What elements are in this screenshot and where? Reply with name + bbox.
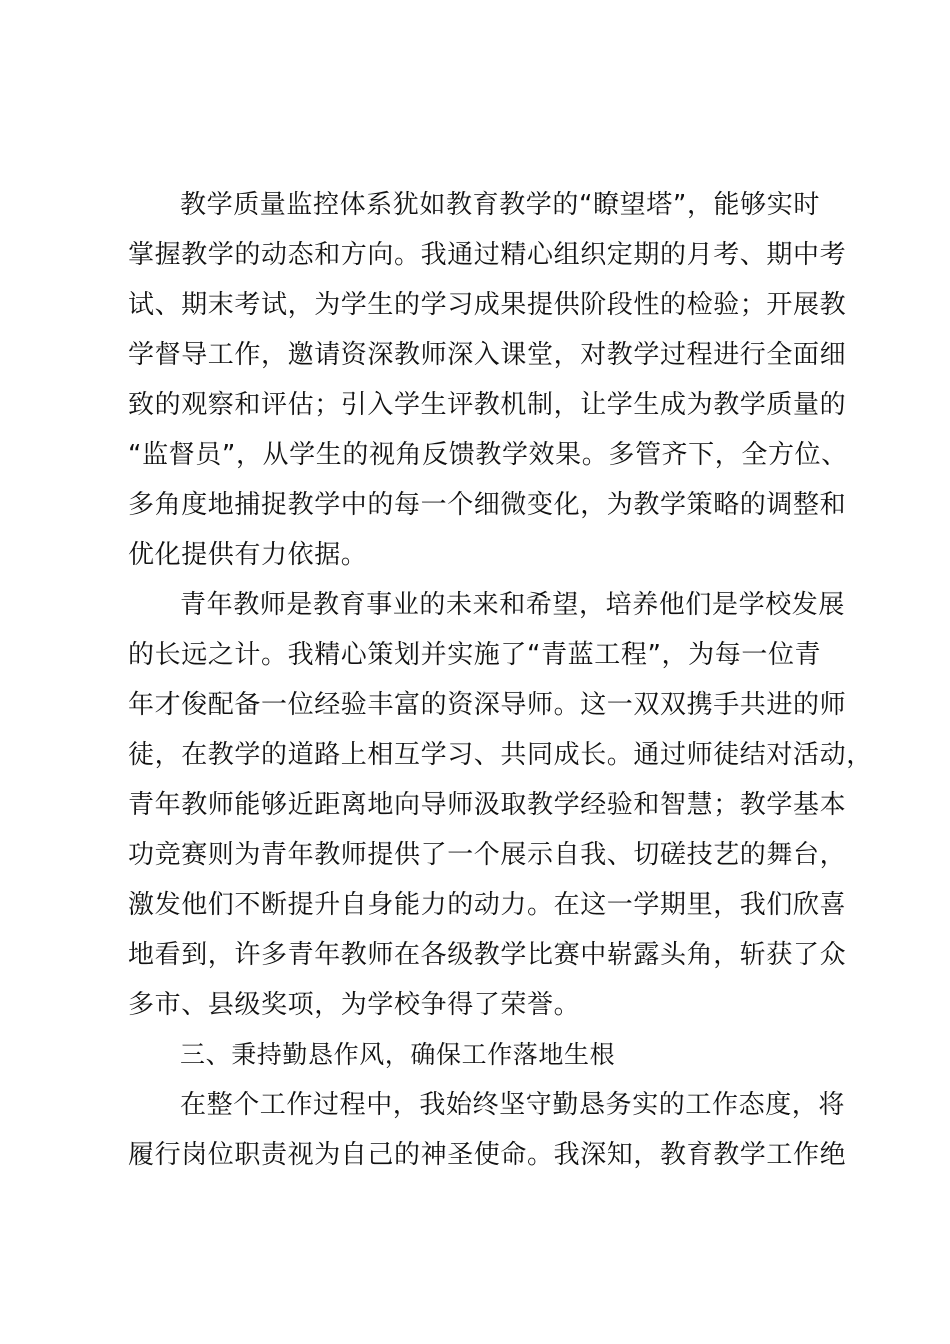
text-line: 学督导工作，邀请资深教师深入课堂，对教学过程进行全面细 [128,340,847,370]
text-line: 试、期末考试，为学生的学习成果提供阶段性的检验；开展教 [128,290,847,320]
text-line: 优化提供有力依据。 [128,540,368,570]
text-line: 掌握教学的动态和方向。我通过精心组织定期的月考、期中考 [128,240,847,270]
text-line: 激发他们不断提升自身能力的动力。在这一学期里，我们欣喜 [128,890,847,920]
text-line: 徒，在教学的道路上相互学习、共同成长。通过师徒结对活动， [128,740,873,770]
text-line: 履行岗位职责视为自己的神圣使命。我深知，教育教学工作绝 [128,1140,847,1170]
text-line: 年才俊配备一位经验丰富的资深导师。这一双双携手共进的师 [128,690,847,720]
document-body [128,180,873,1180]
text-line: 在整个工作过程中，我始终坚守勤恳务实的工作态度，将 [180,1090,846,1120]
text-line: 教学质量监控体系犹如教育教学的“瞭望塔”，能够实时 [180,190,820,220]
text-line: “监督员”，从学生的视角反馈教学效果。多管齐下，全方位、 [128,440,848,470]
text-line: 青年教师能够近距离地向导师汲取教学经验和智慧；教学基本 [128,790,847,820]
text-line: 的长远之计。我精心策划并实施了“青蓝工程”，为每一位青 [128,640,822,670]
section-heading-text: 三、秉持勤恳作风，确保工作落地生根 [180,1040,616,1069]
section-heading [128,1030,838,1080]
paragraph-work-attitude [128,1080,847,1180]
text-line: 青年教师是教育事业的未来和希望，培养他们是学校发展 [180,590,846,620]
paragraph-quality-monitoring [128,180,848,580]
paragraph-young-teachers [128,580,873,1030]
text-line: 致的观察和评估；引入学生评教机制，让学生成为教学质量的 [128,390,847,420]
text-line: 地看到，许多青年教师在各级教学比赛中崭露头角，斩获了众 [128,940,847,970]
text-line: 功竞赛则为青年教师提供了一个展示自我、切磋技艺的舞台， [128,840,847,870]
text-line: 多角度地捕捉教学中的每一个细微变化，为教学策略的调整和 [128,490,847,520]
text-line: 多市、县级奖项，为学校争得了荣誉。 [128,990,581,1020]
